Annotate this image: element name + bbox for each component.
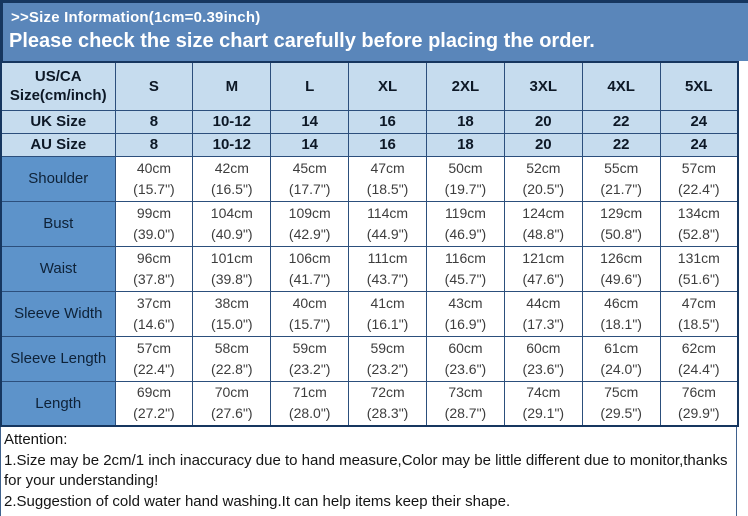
measurement-inch: (41.7") bbox=[288, 270, 331, 287]
measurement-inch: (22.8") bbox=[211, 360, 253, 377]
measurement-cell bbox=[115, 156, 193, 201]
measurement-cm: 37cm bbox=[136, 294, 172, 311]
measurement-cell bbox=[660, 201, 738, 246]
measurement-cell bbox=[427, 381, 505, 426]
row-label-sleeve-length: Sleeve Length bbox=[1, 336, 115, 381]
measurement-inch: (27.6") bbox=[211, 405, 253, 422]
measurement-cm: 57cm bbox=[681, 159, 716, 176]
measurement-row-bust bbox=[1, 201, 738, 246]
measurement-cell bbox=[660, 156, 738, 201]
measurement-cm: 126cm bbox=[600, 249, 643, 266]
corner-header-cell bbox=[1, 62, 115, 110]
measurement-inch: (24.4") bbox=[678, 360, 720, 377]
measurement-cell bbox=[115, 201, 193, 246]
measurement-cell bbox=[349, 336, 427, 381]
measurement-inch: (29.5") bbox=[600, 405, 642, 422]
measurement-inch: (23.6") bbox=[444, 360, 487, 377]
measurement-inch: (28.3") bbox=[366, 405, 409, 422]
measurement-cm: 41cm bbox=[370, 294, 405, 311]
measurement-inch: (15.0") bbox=[211, 315, 253, 332]
measurement-inch: (15.7") bbox=[133, 180, 175, 197]
measurement-inch: (29.1") bbox=[522, 405, 565, 422]
measurement-row-sleeve-width bbox=[1, 291, 738, 336]
row-label-uk-size: UK Size bbox=[1, 110, 115, 133]
measurement-inch: (28.0") bbox=[288, 405, 331, 422]
measurement-cell bbox=[349, 156, 427, 201]
measurement-inch: (42.9") bbox=[288, 225, 331, 242]
measurement-cell bbox=[504, 156, 582, 201]
measurement-cell bbox=[582, 156, 660, 201]
measurement-inch: (21.7") bbox=[600, 180, 642, 197]
measurement-cell bbox=[582, 291, 660, 336]
au-size-row bbox=[1, 133, 738, 156]
measurement-cell bbox=[193, 246, 271, 291]
measurement-cm: 58cm bbox=[214, 339, 249, 356]
corner-line-2: Size(cm/inch) bbox=[9, 87, 107, 105]
row-label-waist: Waist bbox=[1, 246, 115, 291]
size-header-3xl: 3XL bbox=[504, 62, 582, 110]
measurement-cm: 62cm bbox=[681, 339, 716, 356]
measurement-cell bbox=[193, 291, 271, 336]
measurement-cm: 72cm bbox=[370, 384, 405, 401]
measurement-cm: 99cm bbox=[136, 204, 172, 221]
measurement-cell bbox=[115, 291, 193, 336]
size-header-5xl: 5XL bbox=[660, 62, 738, 110]
measurement-inch: (52.8") bbox=[678, 225, 720, 242]
measurement-cm: 59cm bbox=[292, 339, 327, 356]
measurement-inch: (16.9") bbox=[444, 315, 487, 332]
measurement-cell bbox=[427, 201, 505, 246]
measurement-inch: (44.9") bbox=[366, 225, 409, 242]
size-header-l: L bbox=[271, 62, 349, 110]
size-header-row bbox=[1, 62, 738, 110]
region-size-cell: 8 bbox=[115, 110, 193, 133]
corner-line-1: US/CA bbox=[34, 67, 82, 85]
row-label-bust: Bust bbox=[1, 201, 115, 246]
attention-note-1: 1.Size may be 2cm/1 inch inaccuracy due to hand measure,Color may be little different due to monitor,thanks for your understanding! bbox=[4, 451, 728, 490]
region-size-cell: 20 bbox=[504, 110, 582, 133]
measurement-cm: 73cm bbox=[448, 384, 483, 401]
measurement-cell bbox=[504, 291, 582, 336]
measurement-cell bbox=[193, 336, 271, 381]
measurement-cm: 38cm bbox=[214, 294, 249, 311]
measurement-cm: 76cm bbox=[681, 384, 716, 401]
measurement-inch: (17.7") bbox=[288, 180, 331, 197]
measurement-inch: (29.9") bbox=[678, 405, 720, 422]
measurement-row-waist bbox=[1, 246, 738, 291]
measurement-cell bbox=[115, 246, 193, 291]
measurement-cell bbox=[504, 381, 582, 426]
measurement-inch: (39.0") bbox=[133, 225, 175, 242]
measurement-cell bbox=[582, 381, 660, 426]
measurement-cm: 134cm bbox=[677, 204, 720, 221]
measurement-cm: 116cm bbox=[444, 249, 486, 266]
measurement-inch: (20.5") bbox=[522, 180, 565, 197]
measurement-cm: 40cm bbox=[136, 159, 172, 176]
measurement-cm: 61cm bbox=[604, 339, 639, 356]
row-label-shoulder: Shoulder bbox=[1, 156, 115, 201]
measurement-inch: (23.2") bbox=[288, 360, 331, 377]
measurement-cm: 46cm bbox=[604, 294, 639, 311]
measurement-inch: (17.3") bbox=[522, 315, 565, 332]
measurement-row-length bbox=[1, 381, 738, 426]
measurement-cm: 111cm bbox=[367, 249, 408, 266]
row-label-sleeve-width: Sleeve Width bbox=[1, 291, 115, 336]
size-header-s: S bbox=[115, 62, 193, 110]
measurement-cm: 96cm bbox=[136, 249, 172, 266]
measurement-inch: (43.7") bbox=[366, 270, 409, 287]
measurement-cm: 40cm bbox=[292, 294, 327, 311]
measurement-inch: (14.6") bbox=[133, 315, 175, 332]
measurement-cell bbox=[193, 201, 271, 246]
measurement-inch: (16.1") bbox=[366, 315, 409, 332]
measurement-cell bbox=[193, 156, 271, 201]
measurement-inch: (23.6") bbox=[522, 360, 565, 377]
size-header-m: M bbox=[193, 62, 271, 110]
uk-size-row bbox=[1, 110, 738, 133]
measurement-inch: (46.9") bbox=[444, 225, 487, 242]
measurement-cm: 47cm bbox=[370, 159, 405, 176]
measurement-row-shoulder bbox=[1, 156, 738, 201]
measurement-cm: 75cm bbox=[604, 384, 639, 401]
measurement-cell bbox=[427, 336, 505, 381]
measurement-cell bbox=[582, 336, 660, 381]
measurement-cell bbox=[660, 381, 738, 426]
measurement-inch: (51.6") bbox=[678, 270, 720, 287]
measurement-cm: 44cm bbox=[526, 294, 561, 311]
measurement-cm: 47cm bbox=[681, 294, 716, 311]
measurement-cell bbox=[427, 156, 505, 201]
measurement-cell bbox=[660, 246, 738, 291]
measurement-cm: 74cm bbox=[526, 384, 561, 401]
measurement-inch: (47.6") bbox=[522, 270, 565, 287]
measurement-cell bbox=[271, 381, 349, 426]
measurement-cm: 101cm bbox=[210, 249, 253, 266]
attention-title: Attention: bbox=[4, 431, 68, 448]
measurement-cm: 71cm bbox=[292, 384, 327, 401]
size-chart-warning: Please check the size chart carefully before placing the order. bbox=[9, 30, 595, 52]
measurement-cell bbox=[193, 381, 271, 426]
measurement-cm: 60cm bbox=[448, 339, 483, 356]
measurement-cell bbox=[349, 291, 427, 336]
region-size-cell: 14 bbox=[271, 110, 349, 133]
measurement-cell bbox=[349, 246, 427, 291]
measurement-inch: (24.0") bbox=[600, 360, 642, 377]
measurement-cm: 114cm bbox=[367, 204, 409, 221]
measurement-cell bbox=[349, 201, 427, 246]
measurement-cm: 131cm bbox=[677, 249, 720, 266]
measurement-inch: (18.5") bbox=[678, 315, 720, 332]
measurement-cm: 70cm bbox=[214, 384, 249, 401]
measurement-cell bbox=[271, 336, 349, 381]
measurement-cell bbox=[504, 336, 582, 381]
region-size-cell: 24 bbox=[660, 110, 738, 133]
measurement-inch: (49.6") bbox=[600, 270, 642, 287]
measurement-cell bbox=[115, 336, 193, 381]
measurement-cm: 119cm bbox=[444, 204, 486, 221]
measurement-inch: (18.5") bbox=[366, 180, 409, 197]
measurement-cm: 69cm bbox=[136, 384, 172, 401]
measurement-cm: 50cm bbox=[448, 159, 483, 176]
measurement-inch: (45.7") bbox=[444, 270, 487, 287]
attention-note-2: 2.Suggestion of cold water hand washing.It can help items keep their shape. bbox=[4, 492, 511, 510]
size-header-4xl: 4XL bbox=[582, 62, 660, 110]
measurement-cm: 59cm bbox=[370, 339, 405, 356]
measurement-inch: (16.5") bbox=[211, 180, 253, 197]
attention-section bbox=[0, 427, 737, 516]
measurement-cell bbox=[582, 246, 660, 291]
region-size-cell: 16 bbox=[349, 133, 427, 156]
region-size-cell: 18 bbox=[427, 133, 505, 156]
measurement-cell bbox=[271, 201, 349, 246]
size-information-title: >>Size Information(1cm=0.39inch) bbox=[11, 9, 261, 26]
measurement-row-sleeve-length bbox=[1, 336, 738, 381]
measurement-inch: (18.1") bbox=[600, 315, 642, 332]
measurement-inch: (22.4") bbox=[133, 360, 175, 377]
region-size-cell: 24 bbox=[660, 133, 738, 156]
measurement-inch: (15.7") bbox=[288, 315, 331, 332]
measurement-cell bbox=[504, 201, 582, 246]
measurement-inch: (37.8") bbox=[133, 270, 175, 287]
measurement-cell bbox=[349, 381, 427, 426]
measurement-cm: 60cm bbox=[526, 339, 561, 356]
measurement-inch: (39.8") bbox=[211, 270, 253, 287]
measurement-cm: 121cm bbox=[522, 249, 565, 266]
size-header-2xl: 2XL bbox=[427, 62, 505, 110]
measurement-inch: (40.9") bbox=[211, 225, 253, 242]
region-size-cell: 10-12 bbox=[193, 110, 271, 133]
measurement-inch: (19.7") bbox=[444, 180, 487, 197]
region-size-cell: 22 bbox=[582, 110, 660, 133]
measurement-cell bbox=[582, 201, 660, 246]
measurement-inch: (48.8") bbox=[522, 225, 565, 242]
region-size-cell: 8 bbox=[115, 133, 193, 156]
region-size-cell: 20 bbox=[504, 133, 582, 156]
measurement-cm: 43cm bbox=[448, 294, 483, 311]
measurement-cm: 124cm bbox=[522, 204, 565, 221]
size-info-banner bbox=[0, 0, 748, 61]
measurement-cm: 45cm bbox=[292, 159, 327, 176]
size-header-xl: XL bbox=[349, 62, 427, 110]
region-size-cell: 18 bbox=[427, 110, 505, 133]
measurement-inch: (28.7") bbox=[444, 405, 487, 422]
measurement-inch: (27.2") bbox=[133, 405, 175, 422]
measurement-cell bbox=[271, 291, 349, 336]
measurement-cm: 57cm bbox=[136, 339, 172, 356]
measurement-cm: 104cm bbox=[210, 204, 253, 221]
measurement-cell bbox=[660, 291, 738, 336]
region-size-cell: 16 bbox=[349, 110, 427, 133]
measurement-inch: (22.4") bbox=[678, 180, 720, 197]
measurement-cell bbox=[271, 156, 349, 201]
measurement-cell bbox=[115, 381, 193, 426]
measurement-cell bbox=[271, 246, 349, 291]
measurement-cm: 42cm bbox=[214, 159, 249, 176]
measurement-cm: 129cm bbox=[600, 204, 643, 221]
measurement-cell bbox=[427, 246, 505, 291]
row-label-length: Length bbox=[1, 381, 115, 426]
measurement-inch: (50.8") bbox=[600, 225, 642, 242]
region-size-cell: 14 bbox=[271, 133, 349, 156]
measurement-cell bbox=[427, 291, 505, 336]
measurement-cm: 52cm bbox=[526, 159, 561, 176]
region-size-cell: 22 bbox=[582, 133, 660, 156]
measurement-cell bbox=[504, 246, 582, 291]
measurement-cm: 55cm bbox=[604, 159, 639, 176]
size-chart-table bbox=[0, 61, 739, 427]
row-label-au-size: AU Size bbox=[1, 133, 115, 156]
measurement-inch: (23.2") bbox=[366, 360, 409, 377]
measurement-cell bbox=[660, 336, 738, 381]
measurement-cm: 109cm bbox=[288, 204, 331, 221]
region-size-cell: 10-12 bbox=[193, 133, 271, 156]
measurement-cm: 106cm bbox=[288, 249, 331, 266]
